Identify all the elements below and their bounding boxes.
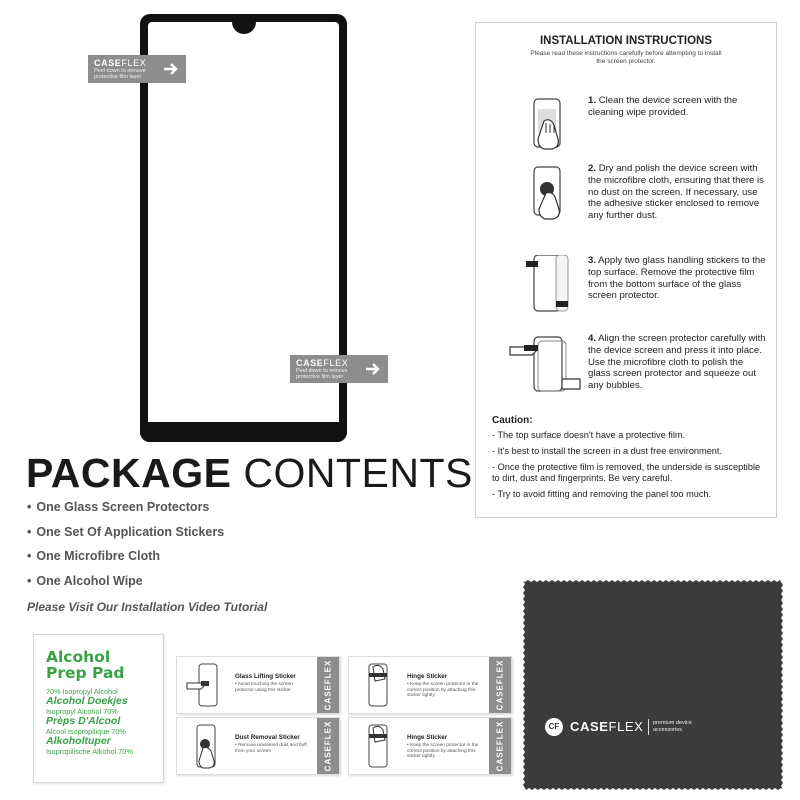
- cloth-tagline: premium device accessories: [653, 720, 692, 733]
- sticker-brand: CASEFLEX: [495, 659, 505, 711]
- step-text: Dry and polish the device screen with the microfibre cloth, ensuring that there is no dust on the screen. If necessary, use the adhesive sticker enclosed to remove any further dust.: [588, 163, 764, 222]
- sticker-brand-strip: [317, 718, 339, 774]
- alcohol-pad-line: Alcohol Doekjes: [46, 695, 128, 707]
- brand-light: FLEX: [608, 719, 644, 734]
- instructions-title: INSTALLATION INSTRUCTIONS: [539, 35, 713, 47]
- peel-tab-text: Peel down to remove protective film layer: [94, 68, 146, 80]
- alcohol-pad-line: Alkoholtuper: [46, 735, 111, 747]
- sticker-title: Hinge Sticker: [407, 673, 448, 680]
- caution-item: - Once the protective film is removed, the underside is susceptible to dirt, dust and fingerprints. Be very careful.: [492, 461, 761, 484]
- glass-lifting-sticker-card: [176, 656, 340, 714]
- brand-bold: CASE: [570, 719, 609, 734]
- heading-light-word: CONTENTS: [243, 450, 473, 496]
- caution-item: - Try to avoid fitting and removing the panel too much.: [492, 489, 712, 500]
- package-contents-list: [27, 500, 347, 598]
- step-text: Align the screen protector carefully with the device screen and press it into place. Use the microfibre cloth to polish the glass screen protector and squeeze out any bubbles.: [588, 333, 766, 392]
- alcohol-pad-line: 70% Isopropyl Alcohol: [46, 687, 118, 696]
- list-item: [27, 574, 347, 599]
- list-item-label: One Glass Screen Protectors: [36, 500, 210, 514]
- clean-screen-icon: [504, 95, 584, 159]
- peel-tab-text: Peel down to remove protective film layer: [296, 368, 348, 380]
- sticker-brand: CASEFLEX: [323, 659, 333, 711]
- dust-removal-sticker-card: [176, 717, 340, 775]
- peel-tab-top: [88, 55, 186, 83]
- alcohol-pad-line: Isopropyl Alcohol 70%: [46, 707, 118, 716]
- alcohol-pad-title: Prep Pad: [46, 664, 125, 682]
- hand-phone-icon: [355, 661, 401, 711]
- step-text: Apply two glass handling stickers to the top surface. Remove the protective film from the bottom surface of the glass screen protector.: [588, 255, 766, 302]
- step-number: 2.: [588, 163, 597, 174]
- installation-instructions-card: [475, 22, 777, 518]
- alcohol-pad-line: Prèps D'Alcool: [46, 715, 121, 727]
- hinge-sticker-card: [348, 717, 512, 775]
- list-item: [27, 500, 347, 525]
- heading-bold-word: PACKAGE: [26, 450, 232, 496]
- peel-tab-brand: CASEFLEX: [296, 358, 349, 368]
- microfibre-cloth: [521, 578, 785, 792]
- sticker-brand: CASEFLEX: [323, 720, 333, 772]
- arrow-right-icon: [364, 360, 382, 378]
- alcohol-prep-pad: [33, 634, 164, 783]
- alcohol-pad-line: Isopropilische Alkohol 70%: [46, 747, 133, 756]
- sticker-brand-strip: [489, 718, 511, 774]
- arrow-right-icon: [162, 60, 180, 78]
- alcohol-pad-line: Alcool Isopropilique 70%: [46, 727, 126, 736]
- hand-phone-icon: [183, 661, 229, 711]
- step-number: 3.: [588, 255, 597, 266]
- sticker-brand: CASEFLEX: [495, 720, 505, 772]
- step-text: Clean the device screen with the cleaning wipe provided.: [588, 95, 738, 118]
- alcohol-pad-title: Alcohol: [46, 648, 111, 666]
- align-protector-icon: [504, 333, 584, 397]
- list-item-label: One Alcohol Wipe: [36, 573, 143, 588]
- sticker-description: • Keep the screen protector in the correct position by attaching this sticker tightly: [407, 743, 479, 760]
- sticker-title: Hinge Sticker: [407, 734, 448, 741]
- list-item: [27, 549, 347, 574]
- instructions-subtitle: Please read these instructions carefully before attempting to install the screen protector.: [530, 50, 722, 65]
- peel-tab-bottom: [290, 355, 388, 383]
- step-number: 4.: [588, 333, 597, 344]
- sticker-title: Glass Lifting Sticker: [235, 673, 296, 680]
- caution-title: Caution:: [492, 415, 533, 426]
- hand-phone-icon: [183, 722, 229, 772]
- list-item-label: One Microfibre Cloth: [36, 549, 161, 563]
- sticker-title: Dust Removal Sticker: [235, 734, 300, 741]
- sticker-brand-strip: [317, 657, 339, 713]
- polish-screen-icon: [504, 163, 584, 227]
- hand-phone-icon: [355, 722, 401, 772]
- peel-tab-brand: CASEFLEX: [94, 58, 147, 68]
- caution-item: - The top surface doesn't have a protective film.: [492, 430, 686, 440]
- bullet: •: [27, 549, 32, 563]
- sticker-description: • Remove unwanted dust and fluff from your screen: [235, 743, 307, 754]
- alcohol-pad-lines: [46, 687, 151, 756]
- hinge-sticker-card: [348, 656, 512, 714]
- bullet: •: [27, 573, 32, 588]
- protector-bottom-edge: [140, 422, 347, 442]
- cloth-shape: [523, 580, 783, 790]
- list-item: [27, 525, 347, 550]
- caution-section: [492, 415, 768, 501]
- caution-item: - It's best to install the screen in a dust free environment.: [492, 445, 723, 456]
- package-contents-heading: [26, 450, 473, 497]
- video-tutorial-note: Please Visit Our Installation Video Tutorial: [27, 600, 268, 614]
- sticker-description: • Keep the screen protector in the correct position by attaching this sticker tightly: [407, 682, 479, 699]
- apply-stickers-icon: [504, 255, 584, 319]
- sticker-brand-strip: [489, 657, 511, 713]
- sticker-description: • Avoid touching the screen protector using this sticker: [235, 682, 293, 693]
- bullet: •: [27, 524, 32, 539]
- step-number: 1.: [588, 95, 597, 106]
- cloth-brand: [570, 719, 643, 734]
- bullet: •: [27, 500, 32, 514]
- list-item-label: One Set Of Application Stickers: [36, 524, 225, 539]
- brand-divider: [648, 719, 649, 735]
- caseflex-logo-icon: CF: [545, 718, 563, 736]
